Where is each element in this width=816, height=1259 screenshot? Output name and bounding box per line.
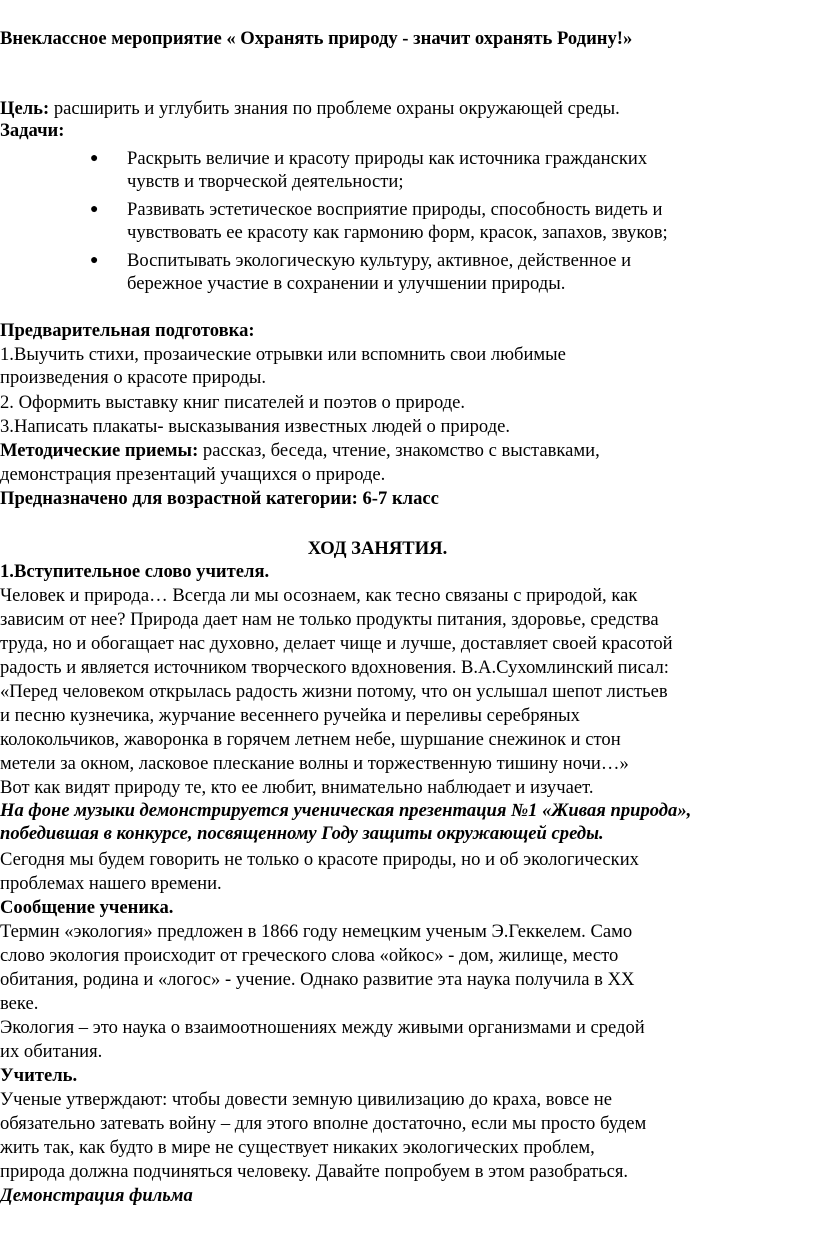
intro-line: метели за окном, ласковое плескание волны и торжественную тишину ночи…» bbox=[0, 753, 629, 774]
task-item-3-line-2: бережное участие в сохранении и улучшении природы. bbox=[127, 273, 566, 294]
goal-text: расширить и углубить знания по проблеме охраны окружающей среды. bbox=[49, 98, 620, 119]
today-line: Сегодня мы будем говорить не только о красоте природы, но и об экологических bbox=[0, 849, 639, 870]
prep-line: произведения о красоте природы. bbox=[0, 367, 267, 388]
teacher-line: обязательно затевать войну – для этого вполне достаточно, если мы просто будем bbox=[0, 1113, 647, 1134]
bullet-icon: ● bbox=[90, 202, 99, 217]
task-item-2-line-1: Развивать эстетическое восприятие природы, способность видеть и bbox=[127, 199, 663, 220]
prep-line: 3.Написать плакаты- высказывания известных людей о природе. bbox=[0, 416, 511, 437]
prep-line: 2. Оформить выставку книг писателей и поэтов о природе. bbox=[0, 392, 466, 413]
teacher-line: природа должна подчиняться человеку. Давайте попробуем в этом разобраться. bbox=[0, 1161, 629, 1182]
intro-line: «Перед человеком открылась радость жизни потому, что он услышал шепот листьев bbox=[0, 681, 668, 702]
student-line: Термин «экология» предложен в 1866 году немецким ученым Э.Геккелем. Само bbox=[0, 921, 633, 942]
task-item-1-line-2: чувств и творческой деятельности; bbox=[127, 171, 404, 192]
bullet-icon: ● bbox=[90, 253, 99, 268]
methods-line-2: демонстрация презентаций учащихся о природе. bbox=[0, 464, 386, 485]
intro-heading: 1.Вступительное слово учителя. bbox=[0, 561, 270, 582]
methods-label: Методические приемы: bbox=[0, 440, 199, 461]
student-line: их обитания. bbox=[0, 1041, 103, 1062]
tasks-label: Задачи: bbox=[0, 120, 65, 141]
document-title: Внеклассное мероприятие « Охранять природу - значит охранять Родину!» bbox=[0, 28, 633, 49]
intro-line: и песню кузнечика, журчание весеннего ручейка и переливы серебряных bbox=[0, 705, 580, 726]
course-heading: ХОД ЗАНЯТИЯ. bbox=[307, 538, 448, 559]
intro-line: зависим от нее? Природа дает нам не только продукты питания, здоровье, средства bbox=[0, 609, 659, 630]
intro-line: Вот как видят природу те, кто ее любит, внимательно наблюдает и изучает. bbox=[0, 777, 594, 798]
student-line: Экология – это наука о взаимоотношениях между живыми организмами и средой bbox=[0, 1017, 645, 1038]
film-note: Демонстрация фильма bbox=[0, 1185, 193, 1206]
prep-heading: Предварительная подготовка: bbox=[0, 320, 255, 341]
methods-text: рассказ, беседа, чтение, знакомство с выставками, bbox=[198, 440, 600, 461]
intro-line: радость и является источником творческого вдохновения. В.А.Сухомлинский писал: bbox=[0, 657, 669, 678]
goal-line bbox=[0, 98, 620, 120]
student-heading: Сообщение ученика. bbox=[0, 897, 174, 918]
student-line: веке. bbox=[0, 993, 39, 1014]
teacher-line: Ученые утверждают: чтобы довести земную цивилизацию до краха, вовсе не bbox=[0, 1089, 612, 1110]
methods-line bbox=[0, 440, 600, 462]
music-note-line: На фоне музыки демонстрируется ученическая презентация №1 «Живая природа», bbox=[0, 800, 692, 821]
goal-label: Цель: bbox=[0, 98, 50, 119]
teacher-line: жить так, как будто в мире не существует никаких экологических проблем, bbox=[0, 1137, 595, 1158]
bullet-icon: ● bbox=[90, 151, 99, 166]
intro-line: труда, но и обогащает нас духовно, делает чище и лучше, доставляет своей красотой bbox=[0, 633, 673, 654]
intro-line: колокольчиков, жаворонка в горячем летнем небе, шуршание снежинок и стон bbox=[0, 729, 621, 750]
task-item-2-line-2: чувствовать ее красоту как гармонию форм, красок, запахов, звуков; bbox=[127, 222, 668, 243]
task-item-1-line-1: Раскрыть величие и красоту природы как источника гражданских bbox=[127, 148, 648, 169]
today-line: проблемах нашего времени. bbox=[0, 873, 222, 894]
prep-line: 1.Выучить стихи, прозаические отрывки или вспомнить свои любимые bbox=[0, 344, 566, 365]
music-note-line: победившая в конкурсе, посвященному Году защиты окружающей среды. bbox=[0, 823, 604, 844]
intro-line: Человек и природа… Всегда ли мы осознаем, как тесно связаны с природой, как bbox=[0, 585, 638, 606]
teacher-heading: Учитель. bbox=[0, 1065, 78, 1086]
age-category: Предназначено для возрастной категории: 6-7 класс bbox=[0, 488, 439, 509]
student-line: слово экология происходит от греческого слова «ойкос» - дом, жилище, место bbox=[0, 945, 619, 966]
task-item-3-line-1: Воспитывать экологическую культуру, активное, действенное и bbox=[127, 250, 632, 271]
student-line: обитания, родина и «логос» - учение. Однако развитие эта наука получила в XX bbox=[0, 969, 635, 990]
